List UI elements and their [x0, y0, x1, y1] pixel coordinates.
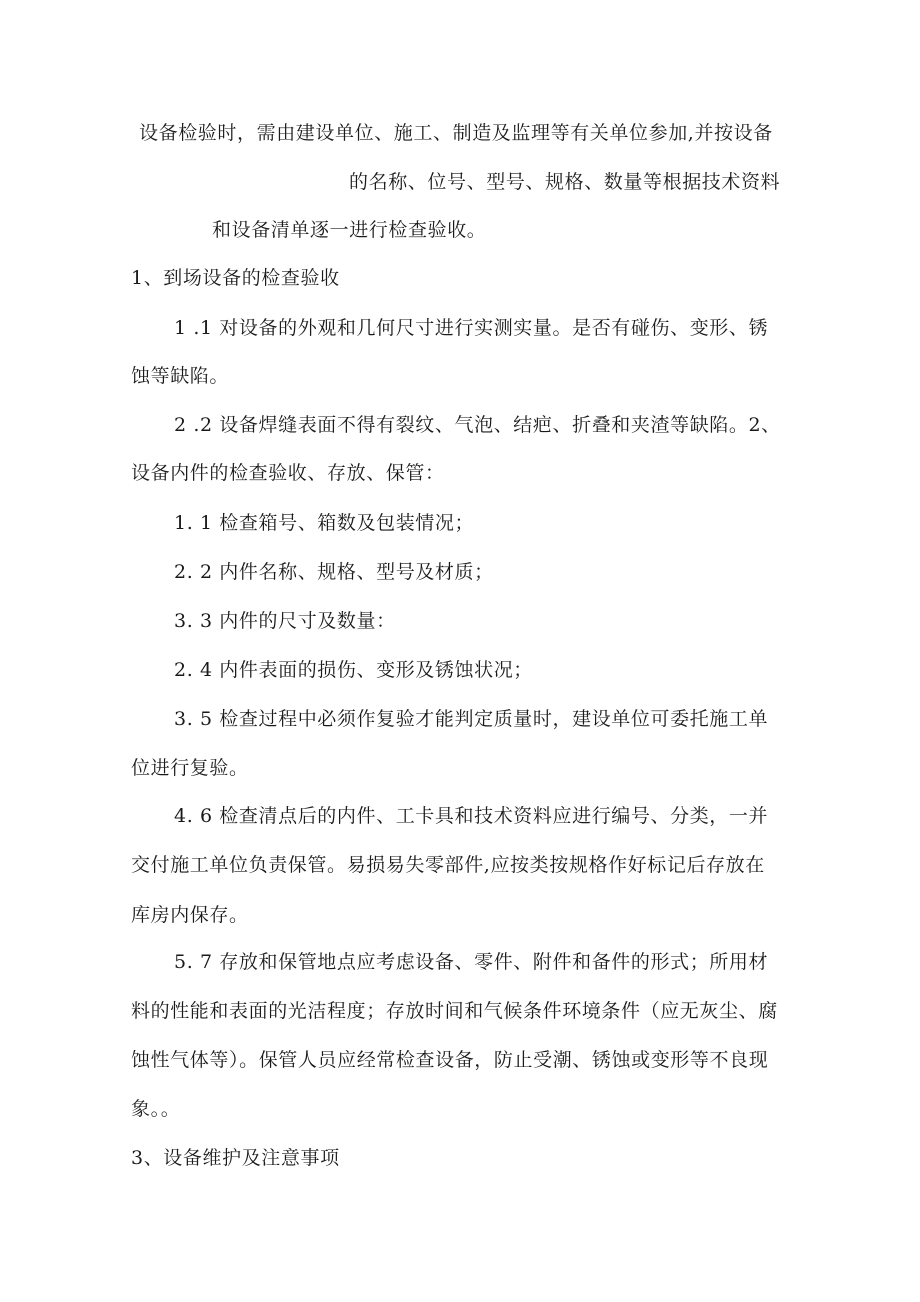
- list-item: 2. 4 内件表面的损伤、变形及锈蚀状况；: [174, 659, 533, 681]
- list-item: 3. 5 检查过程中必须作复验才能判定质量时，建设单位可委托施工单: [174, 708, 769, 730]
- text-line: 库房内保存。: [131, 904, 249, 926]
- list-item: 4. 6 检查清点后的内件、工卡具和技术资料应进行编号、分类，一并: [174, 805, 769, 827]
- text-line: 的名称、位号、型号、规格、数量等根据技术资料: [349, 171, 781, 193]
- text-line: 蚀等缺陷。: [131, 365, 230, 387]
- text-line: 设备检验时，需由建设单位、施工、制造及监理等有关单位参加,并按设备: [139, 122, 773, 144]
- list-item: 1. 1 检查箱号、箱数及包装情况；: [174, 512, 475, 534]
- list-item: 2. 2 内件名称、规格、型号及材质；: [174, 561, 494, 583]
- text-line: 蚀性气体等）。保管人员应经常检查设备，防止受潮、锈蚀或变形等不良现: [131, 1049, 769, 1071]
- text-line: 象。。: [131, 1098, 181, 1120]
- list-item: 5. 7 存放和保管地点应考虑设备、零件、附件和备件的形式；所用材: [174, 951, 769, 973]
- text-line: 设备内件的检查验收、存放、保管：: [131, 462, 445, 484]
- list-item: 3. 3 内件的尺寸及数量：: [174, 610, 396, 632]
- text-line: 料的性能和表面的光洁程度；存放时间和气候条件环境条件（应无灰尘、腐: [131, 1000, 778, 1022]
- text-line: 1 .1 对设备的外观和几何尺寸进行实测实量。是否有碰伤、变形、锈: [174, 317, 769, 339]
- text-line: 位进行复验。: [131, 757, 249, 779]
- text-line: 2 .2 设备焊缝表面不得有裂纹、气泡、结疤、折叠和夹渣等缺陷。2、: [174, 414, 781, 436]
- section-heading: 1、到场设备的检查验收: [131, 267, 340, 289]
- section-heading: 3、设备维护及注意事项: [131, 1147, 340, 1169]
- text-line: 交付施工单位负责保管。易损易失零部件,应按类按规格作好标记后存放在: [131, 854, 765, 876]
- text-line: 和设备清单逐一进行检查验收。: [212, 219, 487, 241]
